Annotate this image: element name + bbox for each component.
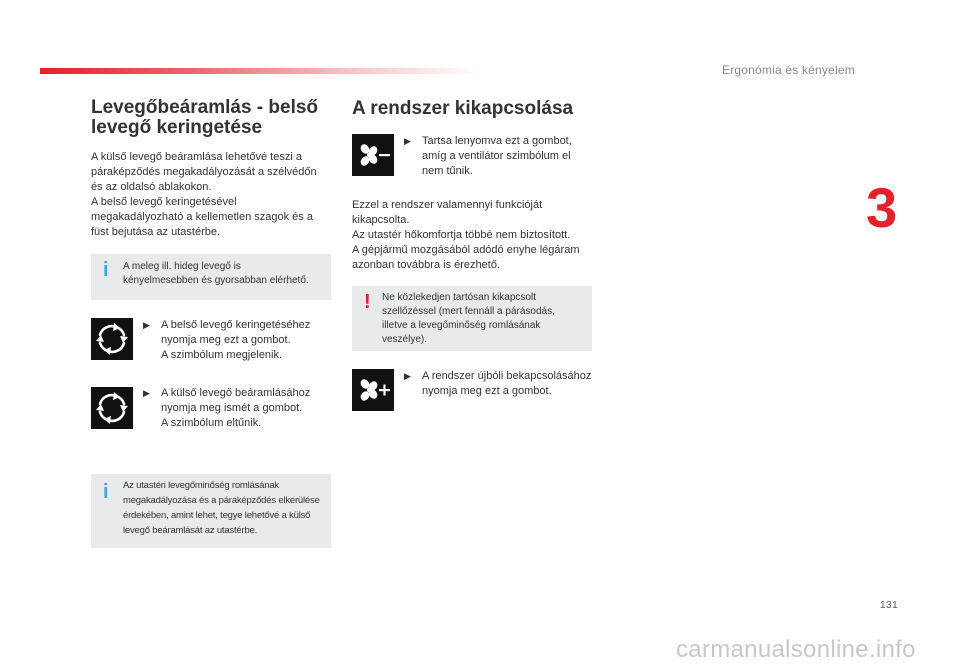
right-body-paragraph: [352, 198, 592, 273]
info-box-air-quality: [91, 474, 331, 548]
step-line: nem tűnik.: [422, 165, 473, 177]
section-title: Ergonómia és kényelem: [722, 63, 855, 77]
air-recirculation-icon: [91, 387, 133, 429]
info-icon: i: [103, 259, 109, 281]
fan-minus-icon: [352, 134, 394, 176]
info-line: Az utastéri levegőminőség romlásának: [123, 480, 279, 491]
step-recirculation-on: [143, 318, 361, 363]
step-line: nyomja meg ezt a gombot.: [161, 334, 291, 346]
bullet-arrow-icon: ▶: [404, 136, 411, 146]
info-icon: i: [103, 481, 109, 503]
intro-line: páraképződés megakadályozását a szélvédőn: [91, 166, 317, 178]
warning-box-text: [382, 291, 584, 347]
bullet-arrow-icon: ▶: [143, 388, 150, 398]
page-number: 131: [880, 600, 899, 611]
info-line: levegő beáramlását az utastérbe.: [123, 525, 258, 536]
intro-line: A belső levegő keringetésével: [91, 196, 237, 208]
info-line: érdekében, amint lehet, tegye lehetővé a külső: [123, 510, 311, 521]
intro-line: megakadályozható a kellemetlen szagok és a: [91, 211, 313, 223]
step-recirculation-off: [143, 386, 361, 431]
intro-line: és az oldalsó ablakokon.: [91, 181, 212, 193]
body-line: Az utastér hőkomfortja többé nem biztosított.: [352, 229, 571, 241]
step-line: A szimbólum eltűnik.: [161, 417, 262, 429]
warning-icon: !: [364, 291, 371, 313]
left-heading-line1: Levegőbeáramlás - belső: [91, 97, 319, 118]
body-line: A gépjármű mozgásából adódó enyhe légáram: [352, 244, 580, 256]
step-line: nyomja meg ezt a gombot.: [422, 385, 552, 397]
chapter-number: 3: [866, 176, 898, 239]
info-box-comfort: [91, 254, 331, 300]
left-heading-line2: levegő keringetése: [91, 117, 263, 138]
intro-line: füst bejutása az utastérbe.: [91, 226, 221, 238]
step-line: nyomja meg ismét a gombot.: [161, 402, 303, 414]
bullet-arrow-icon: ▶: [143, 320, 150, 330]
body-line: azonban továbbra is érezhető.: [352, 259, 500, 271]
left-intro-paragraph: [91, 150, 336, 240]
intro-line: A külső levegő beáramlása lehetővé teszi a: [91, 151, 302, 163]
step-system-off: [404, 134, 592, 179]
left-heading: [91, 98, 341, 138]
info-line: kényelmesebben és gyorsabban elérhető.: [123, 275, 309, 286]
info-line: A meleg ill. hideg levegő is: [123, 261, 241, 272]
step-line: A rendszer újbóli bekapcsolásához: [422, 370, 592, 382]
bullet-arrow-icon: ▶: [404, 371, 411, 381]
warning-line: veszélye).: [382, 334, 428, 345]
right-heading: A rendszer kikapcsolása: [352, 98, 574, 119]
step-line: A külső levegő beáramlásához: [161, 387, 311, 399]
info-box-text: [123, 260, 323, 288]
body-line: Ezzel a rendszer valamennyi funkcióját: [352, 199, 543, 211]
step-line: A szimbólum megjelenik.: [161, 349, 283, 361]
warning-line: Ne közlekedjen tartósan kikapcsolt: [382, 292, 536, 303]
warning-line: illetve a levegőminőség romlásának: [382, 320, 541, 331]
info-box-text: [123, 478, 323, 538]
body-line: kikapcsolta.: [352, 214, 410, 226]
warning-line: szellőzéssel (mert fennáll a párásodás,: [382, 306, 555, 317]
watermark: carmanualsonline.info: [676, 636, 916, 663]
air-recirculation-icon: [91, 318, 133, 360]
step-system-on: [404, 369, 602, 399]
info-line: megakadályozása és a páraképződés elkerülése: [123, 495, 320, 506]
step-line: amíg a ventilátor szimbólum el: [422, 150, 571, 162]
fan-plus-icon: [352, 369, 394, 411]
header-accent-bar: [40, 68, 480, 74]
step-line: Tartsa lenyomva ezt a gombot,: [422, 135, 572, 147]
step-line: A belső levegő keringetéséhez: [161, 319, 311, 331]
warning-box: [352, 286, 592, 351]
